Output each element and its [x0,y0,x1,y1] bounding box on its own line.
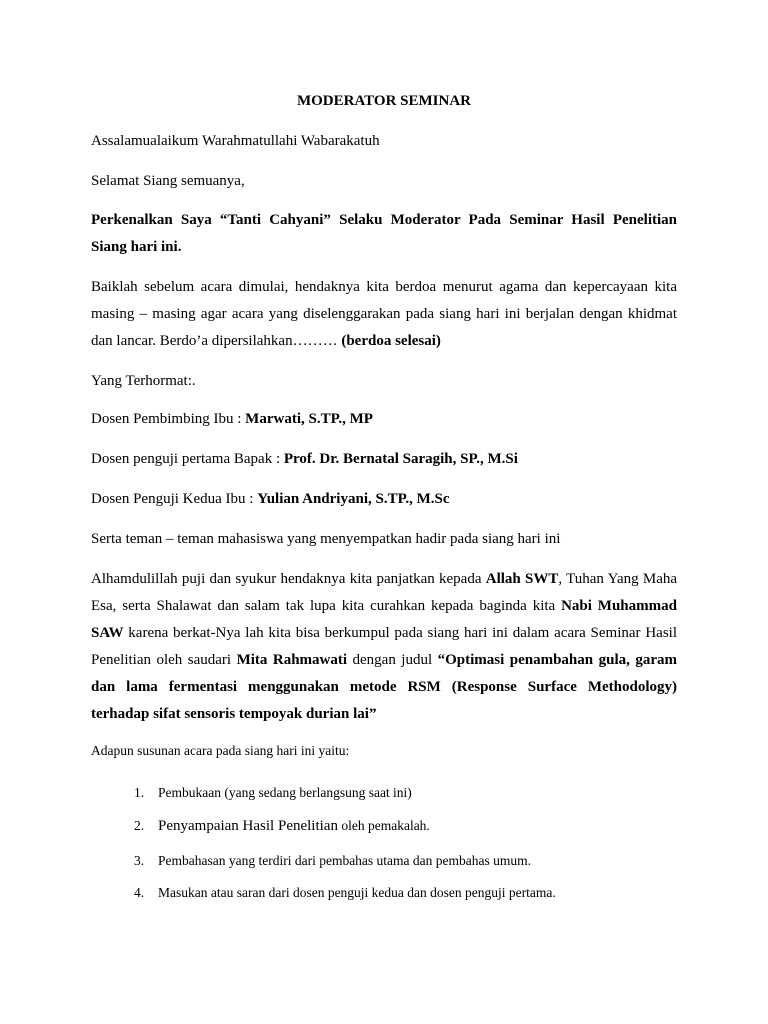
dosen-name: Marwati, S.TP., MP [245,411,373,427]
alh-text: , Tuhan Yang Maha [558,571,678,587]
honored-heading: Yang Terhormat:. [91,373,196,389]
alh-bold: Allah SWT [485,571,559,587]
list-text: oleh pemakalah. [337,818,430,833]
dosen-label: Dosen Penguji Kedua Ibu : [91,491,258,507]
prayer-line-3-text: dan lancar. Berdo’a dipersilahkan……… [91,333,342,349]
alh-line-5: dan lama fermentasi menggunakan metode RSM (Response Surface Methodology) [91,679,677,695]
document-title: MODERATOR SEMINAR [296,93,472,109]
alh-text: karena berkat-Nya lah kita bisa berkumpul pada siang hari ini dalam acara Seminar Hasil [123,625,677,641]
prayer-line-1: Baiklah sebelum acara dimulai, hendaknya kita berdoa menurut agama dan kepercayaan kita [91,279,677,295]
list-text: Penyampaian Hasil Penelitian [158,818,338,834]
list-text: Pembukaan (yang sedang berlangsung saat ini) [158,785,412,800]
dosen-pembimbing [91,406,677,433]
dosen-label: Dosen Pembimbing Ibu : [91,411,246,427]
alh-bold: Nabi Muhammad [561,598,677,614]
alh-line-3 [91,620,677,647]
alh-text: Penelitian oleh saudari [91,652,237,668]
dosen-penguji-pertama [91,446,677,473]
list-number: 2. [134,818,145,833]
students-line: Serta teman – teman mahasiswa yang menyempatkan hadir pada siang hari ini [91,531,561,547]
list-number: 1. [134,785,145,800]
list-item [134,885,694,901]
alh-bold: Mita Rahmawati [236,652,348,668]
dosen-label: Dosen penguji pertama Bapak : [91,451,284,467]
alh-text: dengan judul [347,652,438,668]
alh-line-1 [91,566,677,593]
dosen-penguji-kedua [91,486,677,513]
list-item [134,818,694,835]
list-text: Pembahasan yang terdiri dari pembahas utama dan pembahas umum. [158,853,532,868]
alh-bold: SAW [91,625,124,641]
agenda-intro: Adapun susunan acara pada siang hari ini yaitu: [91,743,350,758]
alh-text: Esa, serta Shalawat dan salam tak lupa kita curahkan kepada baginda kita [91,598,562,614]
list-number: 3. [134,853,145,868]
list-item [134,785,694,801]
greeting: Assalamualaikum Warahmatullahi Wabarakatuh [91,133,380,149]
alh-text: Alhamdulillah puji dan syukur hendaknya kita panjatkan kepada [91,571,486,587]
list-number: 4. [134,885,145,900]
intro-line-1: Perkenalkan Saya “Tanti Cahyani” Selaku Moderator Pada Seminar Hasil Penelitian [91,212,677,228]
prayer-line-3 [91,328,677,355]
dosen-name: Yulian Andriyani, S.TP., M.Sc [257,491,450,507]
salam: Selamat Siang semuanya, [91,173,245,189]
list-text: Masukan atau saran dari dosen penguji kedua dan dosen penguji pertama. [158,885,556,900]
intro-line-2: Siang hari ini. [91,239,182,255]
alh-bold: “Optimasi penambahan gula, garam [437,652,677,668]
alh-line-2 [91,593,677,620]
prayer-line-2: masing – masing agar acara yang diselenggarakan pada siang hari ini berjalan dengan khidmat [91,306,677,322]
dosen-name: Prof. Dr. Bernatal Saragih, SP., M.Si [283,451,518,467]
alh-line-4 [91,647,677,674]
alh-line-6: terhadap sifat sensoris tempoyak durian lai” [91,706,377,722]
list-item [134,853,694,869]
prayer-done-note: (berdoa selesai) [341,333,441,349]
